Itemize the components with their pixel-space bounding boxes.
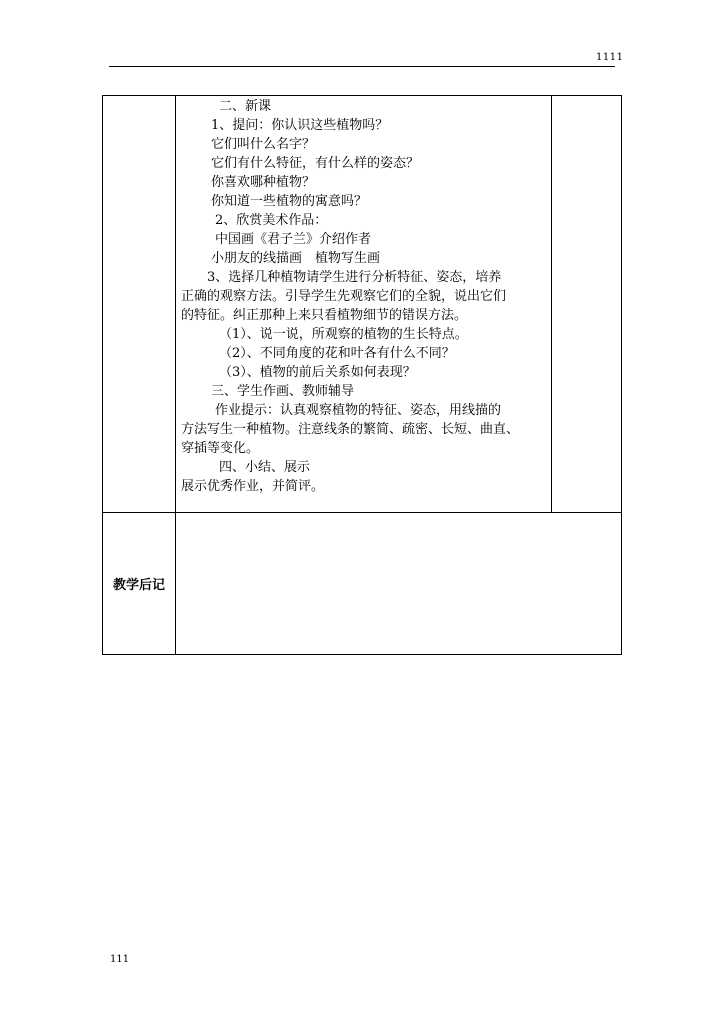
afterword-label: 教学后记: [112, 578, 165, 593]
section-new-lesson: 二、新课: [219, 99, 272, 114]
appreciate-artworks: 2、欣赏美术作品：: [215, 213, 328, 228]
column-divider-right: [551, 96, 552, 512]
section-summary: 四、小结、展示: [219, 460, 311, 475]
homework-tip-line-2: 方法写生一种植物。注意线条的繁简、疏密、长短、曲直、: [181, 422, 520, 437]
question-5: 你知道一些植物的寓意吗？: [211, 194, 368, 209]
question-2: 它们叫什么名字？: [211, 137, 316, 152]
method-paragraph-line-3: 的特征。纠正那种上来只看植物细节的错误方法。: [181, 308, 468, 323]
question-3: 它们有什么特征，有什么样的姿态？: [211, 156, 420, 171]
section-student-drawing: 三、学生作画、教师辅导: [211, 384, 355, 399]
afterword-row: [103, 513, 621, 654]
artwork-2: 小朋友的线描画 植物写生画: [211, 251, 381, 266]
column-divider-left: [175, 96, 176, 512]
sub-point-2: （2）、不同角度的花和叶各有什么不同？: [219, 346, 455, 361]
method-paragraph-line-1: 3、选择几种植物请学生进行分析特征、姿态，培养: [207, 270, 502, 285]
sub-point-3: （3）、植物的前后关系如何表现？: [219, 365, 416, 380]
question-4: 你喜欢哪种植物？: [211, 175, 316, 190]
header-rule: [109, 66, 615, 67]
homework-tip-line-3: 穿插等变化。: [181, 441, 260, 456]
homework-tip-line-1: 作业提示：认真观察植物的特征、姿态，用线描的: [215, 403, 502, 418]
question-1: 1、提问：你认识这些植物吗？: [211, 118, 389, 133]
footer-page-number: 111: [110, 954, 130, 965]
lesson-content-row: [103, 96, 621, 513]
method-paragraph-line-2: 正确的观察方法。引导学生先观察它们的全貌，说出它们: [181, 289, 507, 304]
afterword-divider: [175, 513, 176, 654]
sub-point-1: （1）、说一说，所观察的植物的生长特点。: [219, 327, 468, 342]
header-page-number: 1111: [596, 52, 624, 63]
artwork-1: 中国画《君子兰》介绍作者: [215, 232, 372, 247]
lesson-table: [102, 95, 622, 655]
summary-text: 展示优秀作业，并简评。: [181, 479, 325, 494]
